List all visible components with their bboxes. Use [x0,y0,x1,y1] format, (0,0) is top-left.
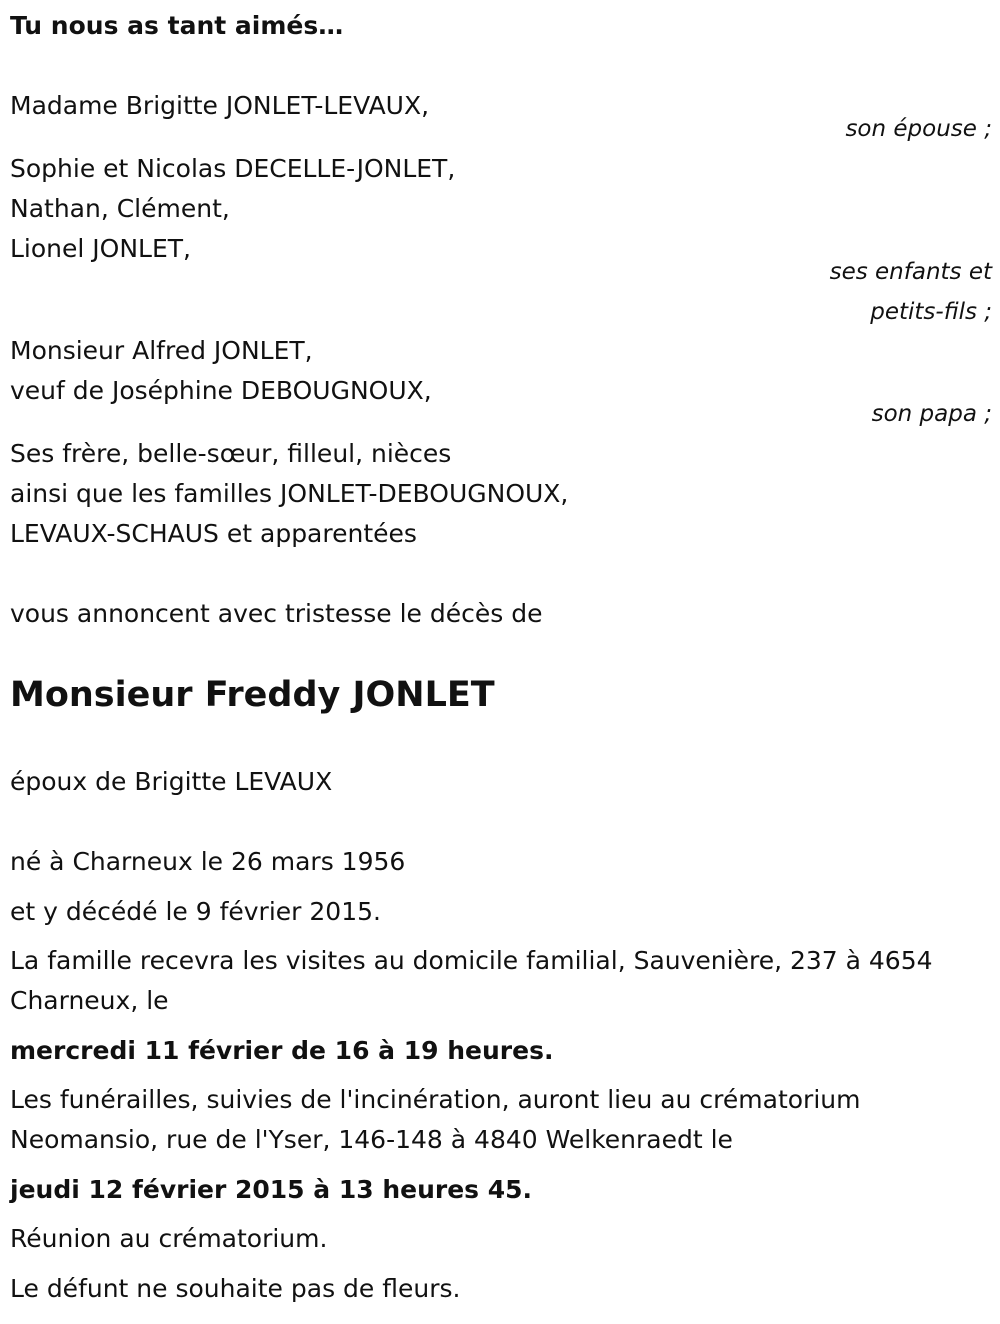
announcement-line: vous annoncent avec tristesse le décès de [10,599,543,628]
enfants-line-1: Sophie et Nicolas DECELLE-JONLET, [10,154,456,183]
meeting-line: Réunion au crématorium. [10,1224,328,1253]
enfants-role-2: petits-fils ; [870,299,992,325]
spouse-line: époux de Brigitte LEVAUX [10,767,333,796]
epouse-name: Madame Brigitte JONLET-LEVAUX, [10,91,430,120]
famille-line-3: LEVAUX-SCHAUS et apparentées [10,519,417,548]
funeral-text: Les funérailles, suivies de l'incinération, auront lieu au crématorium Neomansio, rue de l'Yser, 146-148 à 4840 Welkenraedt le [10,1085,861,1154]
enfants-line-2: Nathan, Clément, [10,194,230,223]
death-line: et y décédé le 9 février 2015. [10,897,381,926]
birth-line: né à Charneux le 26 mars 1956 [10,847,406,876]
deceased-name: Monsieur Freddy JONLET [10,675,495,715]
famille-line-2: ainsi que les familles JONLET-DEBOUGNOUX, [10,479,569,508]
papa-role: son papa ; [871,401,992,427]
enfants-role-1: ses enfants et [829,259,992,285]
flowers-line: Le défunt ne souhaite pas de fleurs. [10,1274,461,1303]
famille-line-1: Ses frère, belle-sœur, filleul, nièces [10,439,452,468]
epouse-role: son épouse ; [845,116,992,142]
visits-date: mercredi 11 février de 16 à 19 heures. [10,1036,554,1065]
papa-line-1: Monsieur Alfred JONLET, [10,336,313,365]
intro-line: Tu nous as tant aimés… [10,11,344,40]
funeral-date: jeudi 12 février 2015 à 13 heures 45. [10,1175,533,1204]
papa-line-2: veuf de Joséphine DEBOUGNOUX, [10,376,432,405]
enfants-line-3: Lionel JONLET, [10,234,191,263]
visits-text: La famille recevra les visites au domicile familial, Sauvenière, 237 à 4654 Charneux, le [10,946,933,1015]
